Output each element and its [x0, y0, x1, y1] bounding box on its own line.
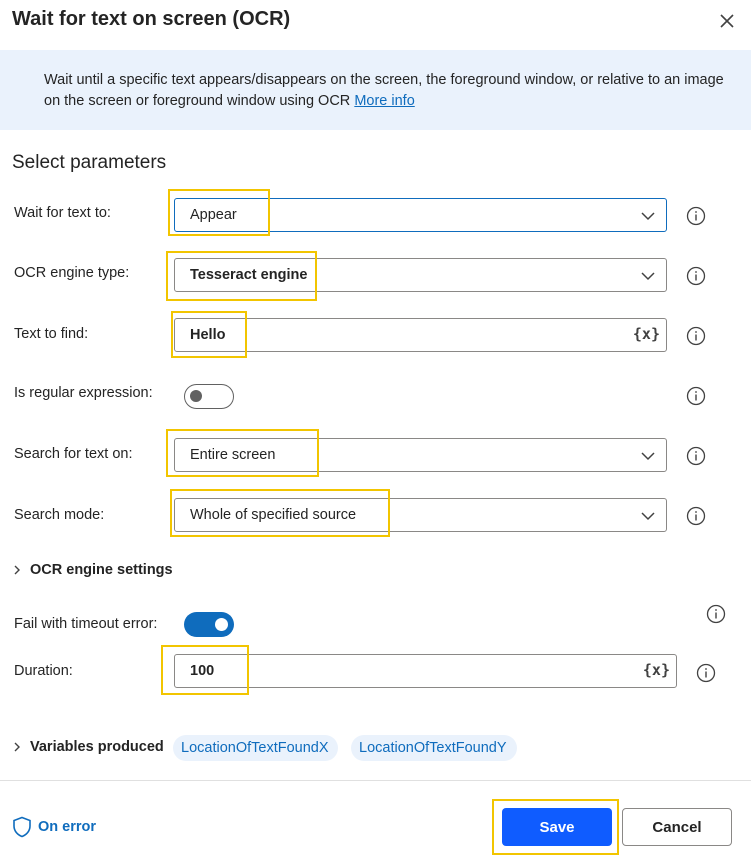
duration-value: 100 [190, 663, 215, 679]
chevron-down-icon [640, 448, 656, 464]
info-icon[interactable] [706, 604, 726, 624]
chevron-right-icon [12, 564, 22, 576]
ocr-engine-label: OCR engine type: [14, 265, 130, 281]
search-mode-value: Whole of specified source [190, 507, 357, 523]
chevron-right-icon [12, 741, 22, 753]
search-mode-label: Search mode: [14, 507, 105, 523]
info-icon[interactable] [686, 266, 706, 286]
variables-expander[interactable] [12, 739, 164, 755]
wait-for-value: Appear [190, 207, 237, 223]
info-icon[interactable] [686, 506, 706, 526]
ocr-settings-expander[interactable] [12, 562, 173, 578]
toggle-knob [215, 618, 228, 631]
variable-picker-button[interactable]: {x} [642, 661, 670, 679]
more-info-link[interactable]: More info [354, 93, 415, 109]
wait-for-label: Wait for text to: [14, 205, 111, 221]
banner-description: Wait until a specific text appears/disappears on the screen, the foreground window, or relative to an image on the screen or foreground window using OCR [44, 72, 724, 109]
regex-label: Is regular expression: [14, 385, 153, 401]
text-to-find-input[interactable] [174, 318, 667, 352]
regex-toggle[interactable] [184, 384, 234, 409]
footer-divider [0, 780, 751, 781]
info-icon[interactable] [696, 663, 716, 683]
variables-label: Variables produced [30, 739, 164, 755]
toggle-knob [190, 390, 202, 402]
dialog-title: Wait for text on screen (OCR) [12, 8, 291, 30]
banner-text [44, 70, 724, 112]
ocr-settings-label: OCR engine settings [30, 562, 173, 578]
search-mode-dropdown[interactable] [174, 498, 667, 532]
variable-chip[interactable]: LocationOfTextFoundY [351, 735, 517, 761]
ocr-engine-value: Tesseract engine [190, 267, 308, 283]
variable-chip[interactable]: LocationOfTextFoundX [173, 735, 338, 761]
section-title: Select parameters [12, 152, 167, 173]
wait-for-dropdown[interactable] [174, 198, 667, 232]
duration-input[interactable] [174, 654, 677, 688]
variable-picker-button[interactable]: {x} [632, 325, 660, 343]
shield-icon [12, 816, 32, 838]
close-icon [719, 13, 735, 29]
info-icon[interactable] [686, 446, 706, 466]
fail-timeout-toggle[interactable] [184, 612, 234, 637]
cancel-button[interactable]: Cancel [622, 808, 732, 846]
info-icon[interactable] [686, 326, 706, 346]
fail-timeout-label: Fail with timeout error: [14, 616, 158, 632]
text-to-find-value: Hello [190, 327, 226, 343]
text-to-find-label: Text to find: [14, 326, 89, 342]
save-button[interactable]: Save [502, 808, 612, 846]
ocr-engine-dropdown[interactable] [174, 258, 667, 292]
search-on-value: Entire screen [190, 447, 276, 463]
info-icon[interactable] [686, 206, 706, 226]
duration-label: Duration: [14, 663, 73, 679]
chevron-down-icon [640, 508, 656, 524]
chevron-down-icon [640, 208, 656, 224]
on-error-label: On error [38, 819, 97, 835]
search-on-label: Search for text on: [14, 446, 133, 462]
chevron-down-icon [640, 268, 656, 284]
on-error-button[interactable] [12, 816, 96, 838]
info-icon[interactable] [686, 386, 706, 406]
close-button[interactable] [712, 6, 742, 36]
search-on-dropdown[interactable] [174, 438, 667, 472]
